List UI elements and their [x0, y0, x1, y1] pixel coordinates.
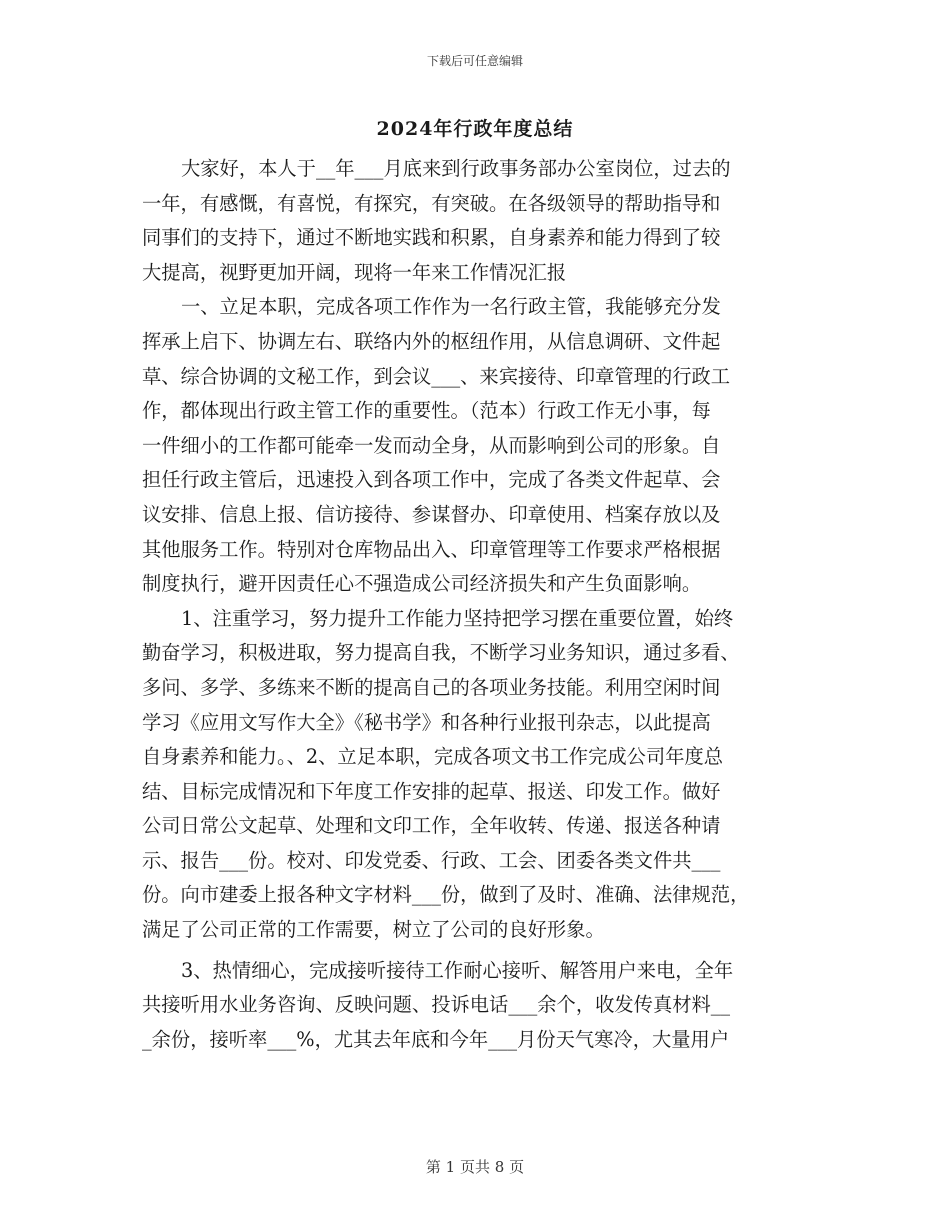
text-line: 同事们的支持下，通过不断地实践和积累，自身素养和能力得到了较	[142, 226, 721, 250]
text-line: 示、报告___份。校对、印发党委、行政、工会、团委各类文件共___	[142, 848, 721, 872]
text-line: 大提高，视野更加开阔，现将一年来工作情况汇报	[142, 260, 567, 284]
text-line: 结、目标完成情况和下年度工作安排的起草、报送、印发工作。做好	[142, 779, 721, 803]
text-line: 共接听用水业务咨询、反映问题、投诉电话___余个，收发传真材料__	[142, 993, 731, 1017]
text-line: 份。向市建委上报各种文字材料___份，做到了及时、准确、法律规范，	[142, 883, 750, 907]
text-line: 议安排、信息上报、信访接待、参谋督办、印章使用、档案存放以及	[142, 502, 721, 526]
text-line: 公司日常公文起草、处理和文印工作，全年收转、传递、报送各种请	[142, 814, 721, 838]
text-line: 其他服务工作。特别对仓库物品出入、印章管理等工作要求严格根据	[142, 537, 721, 561]
text-line: 勤奋学习，积极进取，努力提高自我，不断学习业务知识，通过多看、	[142, 641, 740, 665]
document-body	[142, 152, 832, 1057]
text-line: 学习《应用文写作大全》《秘书学》和各种行业报刊杂志，以此提高	[142, 710, 711, 734]
text-line: 自身素养和能力。、2、立足本职，完成各项文书工作完成公司年度总	[142, 745, 724, 769]
text-line: 1、注重学习，努力提升工作能力坚持把学习摆在重要位置，始终	[181, 606, 734, 630]
text-line: 作，都体现出行政主管工作的重要性。（范本）行政工作无小事，每	[142, 399, 711, 423]
text-line: _余份，接听率___%，尤其去年底和今年___月份天气寒冷，大量用户	[142, 1027, 730, 1051]
text-line: 一年，有感慨，有喜悦，有探究，有突破。在各级领导的帮助指导和	[142, 191, 721, 215]
text-line: 大家好，本人于__年___月底来到行政事务部办公室岗位，过去的	[181, 157, 731, 180]
text-line: 一、立足本职，完成各项工作作为一名行政主管，我能够充分发	[181, 295, 721, 319]
text-line: 担任行政主管后，迅速投入到各项工作中，完成了各类文件起草、会	[142, 468, 721, 492]
text-line: 满足了公司正常的工作需要，树立了公司的良好形象。	[142, 918, 605, 942]
header-note: 下载后可任意编辑	[426, 54, 523, 68]
text-line: 多问、多学、多练来不断的提高自己的各项业务技能。利用空闲时间	[142, 675, 721, 699]
text-line: 制度执行，避开因责任心不强造成公司经济损失和产生负面影响。	[142, 572, 702, 596]
document-title: 2024年行政年度总结	[376, 118, 574, 140]
text-line: 一件细小的工作都可能牵一发而动全身，从而影响到公司的形象。自	[142, 433, 721, 457]
text-line: 挥承上启下、协调左右、联络内外的枢纽作用，从信息调研、文件起	[142, 329, 721, 353]
text-line: 草、综合协调的文秘工作，到会议___、来宾接待、印章管理的行政工	[142, 364, 731, 388]
page-footer: 第 1 页共 8 页	[425, 1158, 525, 1176]
text-line: 3、热情细心，完成接听接待工作耐心接听、解答用户来电，全年	[181, 958, 734, 982]
